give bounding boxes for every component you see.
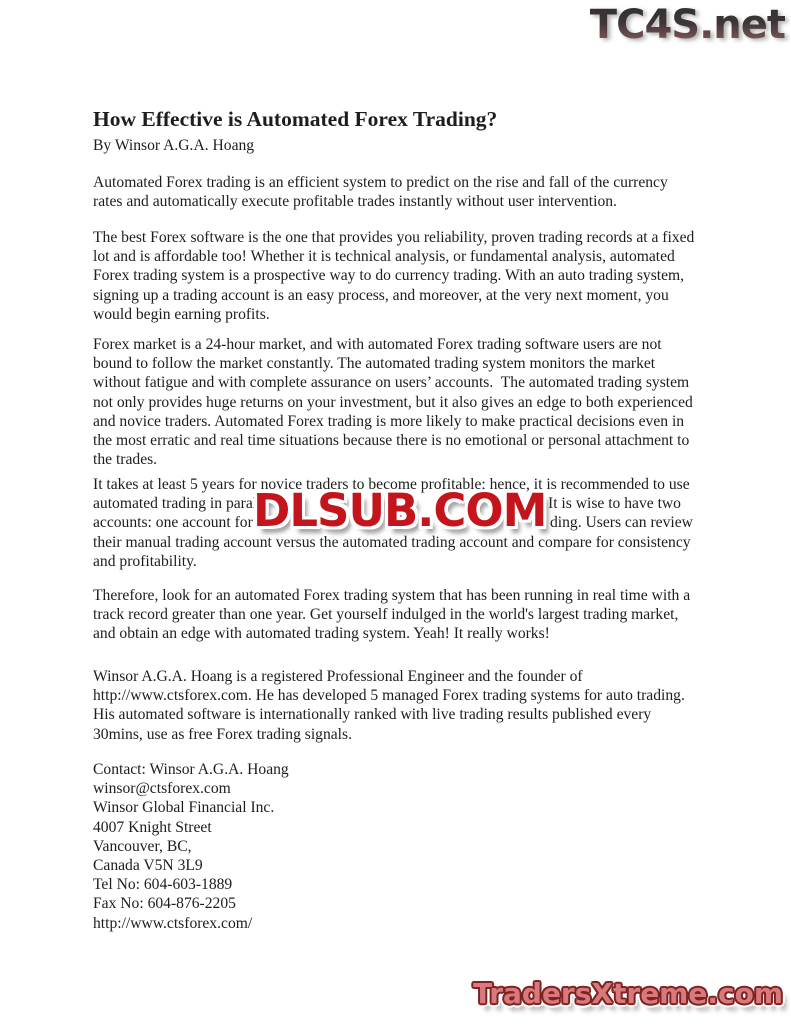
text-line: His automated software is internationally ranked with live trading results published every [93,706,652,724]
dlsub-watermark: DLSUB.COM [253,484,547,537]
text-line: http://www.ctsforex.com/ [93,914,253,932]
text-line: Forex trading system is a prospective way to do currency trading. With an auto trading system, [93,267,685,285]
text-line: Forex market is a 24-hour market, and with automated Forex trading software users are not [93,336,662,353]
text-line: their manual trading account versus the automated trading account and compare for consistency [93,533,691,551]
text-fragment-right: ding. Users can review [550,514,693,532]
tradersxtreme-logo[interactable]: TradersXtreme.com [473,977,783,1010]
text-line: without fatigue and with complete assurance on users’ accounts. The automated trading system [93,374,690,392]
article-title: How Effective is Automated Forex Trading? [93,107,498,132]
text-fragment-left: automated trading in paral [93,495,258,513]
text-line: winsor@ctsforex.com [93,780,231,798]
paragraph-best-software [93,228,715,324]
text-line: and profitability. [93,552,197,570]
paragraph-24-hour-market [93,335,715,469]
text-line: would begin earning profits. [93,305,270,323]
paragraph-conclusion [93,586,715,644]
text-line: Contact: Winsor A.G.A. Hoang [93,761,289,778]
text-line: Automated Forex trading is an efficient system to predict on the rise and fall of the currency [93,174,668,191]
text-line: Fax No: 604-876-2205 [93,895,236,913]
text-line: Winsor Global Financial Inc. [93,799,275,817]
text-line: http://www.ctsforex.com. He has developed 5 managed Forex trading systems for auto trading. [93,687,685,705]
text-line: track record greater than one year. Get yourself indulged in the world's largest trading market, [93,606,679,624]
text-line: The best Forex software is the one that provides you reliability, proven trading records at a fixed [93,229,695,246]
text-line: the trades. [93,451,158,469]
text-line: not only provides huge returns on your investment, but it also gives an edge to both experienced [93,393,693,411]
text-line: and obtain an edge with automated trading system. Yeah! It really works! [93,625,550,643]
tc4s-logo[interactable]: TC4S.net [589,2,785,48]
text-line: and novice traders. Automated Forex trading is more likely to make practical decisions even in [93,412,685,430]
text-line: Therefore, look for an automated Forex trading system that has been running in real time with a [93,587,691,604]
text-line: It takes at least 5 years for novice traders to become profitable; hence, it is recommended to use [93,476,690,493]
paragraph-author-bio [93,667,715,744]
text-line: rates and automatically execute profitable trades instantly without user intervention. [93,193,617,211]
text-line: Vancouver, BC, [93,837,192,855]
text-line: signing up a trading account is an easy process, and moreover, at the very next moment, you [93,286,669,304]
text-line: lot and is affordable too! Whether it is technical analysis, or fundamental analysis, automated [93,248,675,266]
article-byline: By Winsor A.G.A. Hoang [93,137,255,154]
text-line: Canada V5N 3L9 [93,857,203,875]
text-line: Tel No: 604-603-1889 [93,876,233,894]
text-fragment-left: accounts: one account for [93,514,253,532]
text-line: Winsor A.G.A. Hoang is a registered Professional Engineer and the founder of [93,668,583,685]
text-line: the most erratic and real time situations because there is no emotional or personal attachment to [93,432,690,450]
text-line: 4007 Knight Street [93,818,212,836]
text-line: bound to follow the market constantly. The automated trading system monitors the market [93,355,656,373]
paragraph-intro [93,173,715,211]
text-line: 30mins, use as free Forex trading signals. [93,725,352,743]
contact-block [93,760,715,933]
text-fragment-right: It is wise to have two [548,495,681,513]
